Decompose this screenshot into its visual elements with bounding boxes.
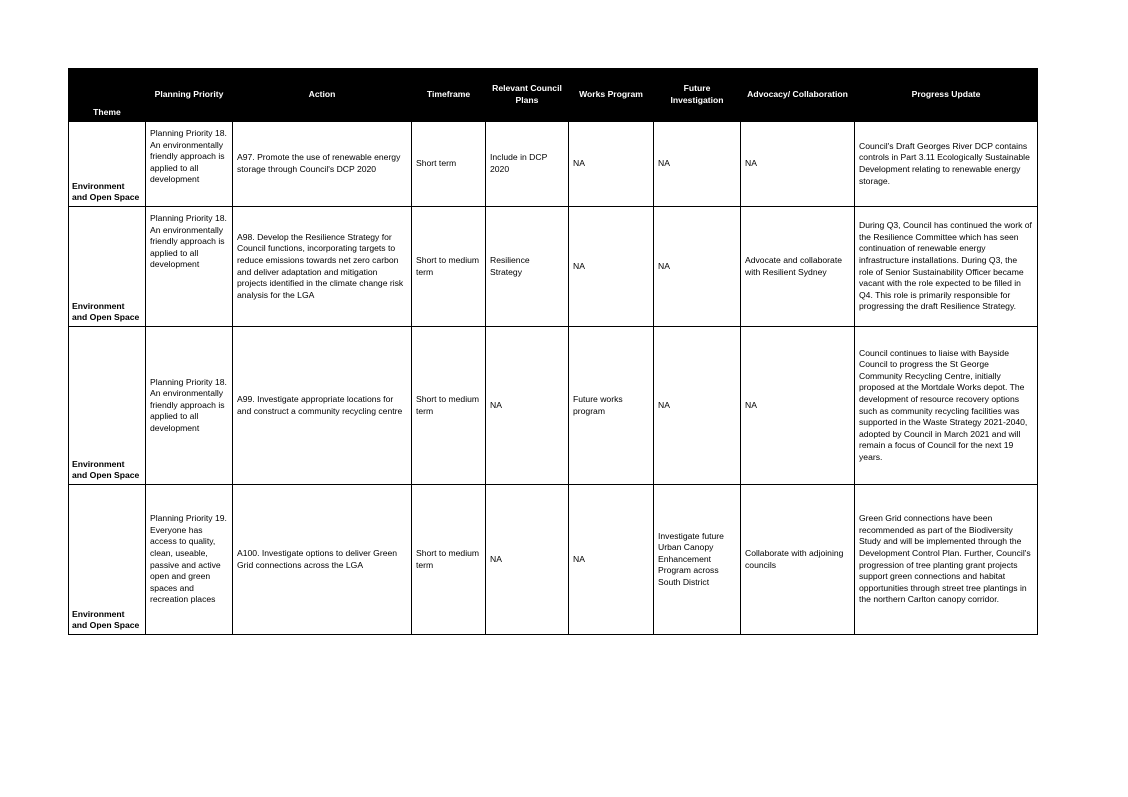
table-row bbox=[69, 122, 1038, 207]
cell-progress-update: Green Grid connections have been recommended as part of the Biodiversity Study and will be implemented through the Development Control Plan. Further, Council's progression of tree planting grant projects support green connections and habitat opportunities through street tree plantings in the northern Carlton canopy corridor. bbox=[855, 485, 1038, 635]
cell-relevant-council-plans: Resilience Strategy bbox=[486, 207, 569, 327]
cell-advocacy-collaboration: NA bbox=[741, 327, 855, 485]
cell-theme: Environment and Open Space bbox=[69, 485, 146, 635]
cell-future-investigation: NA bbox=[654, 207, 741, 327]
cell-progress-update: During Q3, Council has continued the work of the Resilience Committee which has seen continuation of renewable energy infrastructure installations. During Q3, the role of Senior Sustainability Officer became vacant with the role expected to be filled in Q4. This role is primarily responsible for progressing the draft Resilience Strategy. bbox=[855, 207, 1038, 327]
cell-timeframe: Short to medium term bbox=[412, 485, 486, 635]
cell-advocacy-collaboration: Collaborate with adjoining councils bbox=[741, 485, 855, 635]
cell-theme: Environment and Open Space bbox=[69, 207, 146, 327]
cell-planning-priority: Planning Priority 18. An environmentally friendly approach is applied to all development bbox=[146, 327, 233, 485]
cell-timeframe: Short to medium term bbox=[412, 327, 486, 485]
cell-timeframe: Short term bbox=[412, 122, 486, 207]
header-relevant-council-plans: Relevant Council Plans bbox=[486, 69, 569, 122]
cell-planning-priority: Planning Priority 18. An environmentally friendly approach is applied to all development bbox=[146, 207, 233, 327]
table-row bbox=[69, 207, 1038, 327]
cell-advocacy-collaboration: NA bbox=[741, 122, 855, 207]
cell-works-program: NA bbox=[569, 122, 654, 207]
header-progress-update: Progress Update bbox=[855, 69, 1038, 122]
header-action: Action bbox=[233, 69, 412, 122]
cell-future-investigation: NA bbox=[654, 122, 741, 207]
cell-works-program: Future works program bbox=[569, 327, 654, 485]
header-row bbox=[69, 69, 1038, 122]
cell-action: A99. Investigate appropriate locations for and construct a community recycling centre bbox=[233, 327, 412, 485]
cell-action: A97. Promote the use of renewable energy storage through Council's DCP 2020 bbox=[233, 122, 412, 207]
cell-works-program: NA bbox=[569, 207, 654, 327]
header-future-investigation: Future Investigation bbox=[654, 69, 741, 122]
cell-relevant-council-plans: Include in DCP 2020 bbox=[486, 122, 569, 207]
cell-future-investigation: NA bbox=[654, 327, 741, 485]
table-row bbox=[69, 327, 1038, 485]
cell-works-program: NA bbox=[569, 485, 654, 635]
cell-future-investigation: Investigate future Urban Canopy Enhancement Program across South District bbox=[654, 485, 741, 635]
action-plan-table bbox=[68, 68, 1038, 635]
cell-timeframe: Short to medium term bbox=[412, 207, 486, 327]
cell-planning-priority: Planning Priority 18. An environmentally friendly approach is applied to all development bbox=[146, 122, 233, 207]
header-theme: Theme bbox=[69, 69, 146, 122]
cell-planning-priority: Planning Priority 19. Everyone has access to quality, clean, useable, passive and active open and green spaces and recreation places bbox=[146, 485, 233, 635]
cell-relevant-council-plans: NA bbox=[486, 327, 569, 485]
cell-progress-update: Council continues to liaise with Bayside Council to progress the St George Community Recycling Centre, initially proposed at the Mortdale Works depot. The development of resource recovery options such as community recycling facilities was supported in the Waste Strategy 2021-2040, adopted by Council in March 2021 and will remain a focus of Council for the next 19 years. bbox=[855, 327, 1038, 485]
cell-action: A98. Develop the Resilience Strategy for Council functions, incorporating targets to reduce emissions towards net zero carbon and deliver adaptation and mitigation projects identified in the climate change risk analysis for the LGA bbox=[233, 207, 412, 327]
cell-relevant-council-plans: NA bbox=[486, 485, 569, 635]
table-row bbox=[69, 485, 1038, 635]
cell-advocacy-collaboration: Advocate and collaborate with Resilient Sydney bbox=[741, 207, 855, 327]
header-timeframe: Timeframe bbox=[412, 69, 486, 122]
cell-action: A100. Investigate options to deliver Green Grid connections across the LGA bbox=[233, 485, 412, 635]
cell-theme: Environment and Open Space bbox=[69, 327, 146, 485]
header-works-program: Works Program bbox=[569, 69, 654, 122]
cell-progress-update: Council's Draft Georges River DCP contains controls in Part 3.11 Ecologically Sustainable Development relating to renewable energy storage. bbox=[855, 122, 1038, 207]
header-planning-priority: Planning Priority bbox=[146, 69, 233, 122]
cell-theme: Environment and Open Space bbox=[69, 122, 146, 207]
header-advocacy-collaboration: Advocacy/ Collaboration bbox=[741, 69, 855, 122]
